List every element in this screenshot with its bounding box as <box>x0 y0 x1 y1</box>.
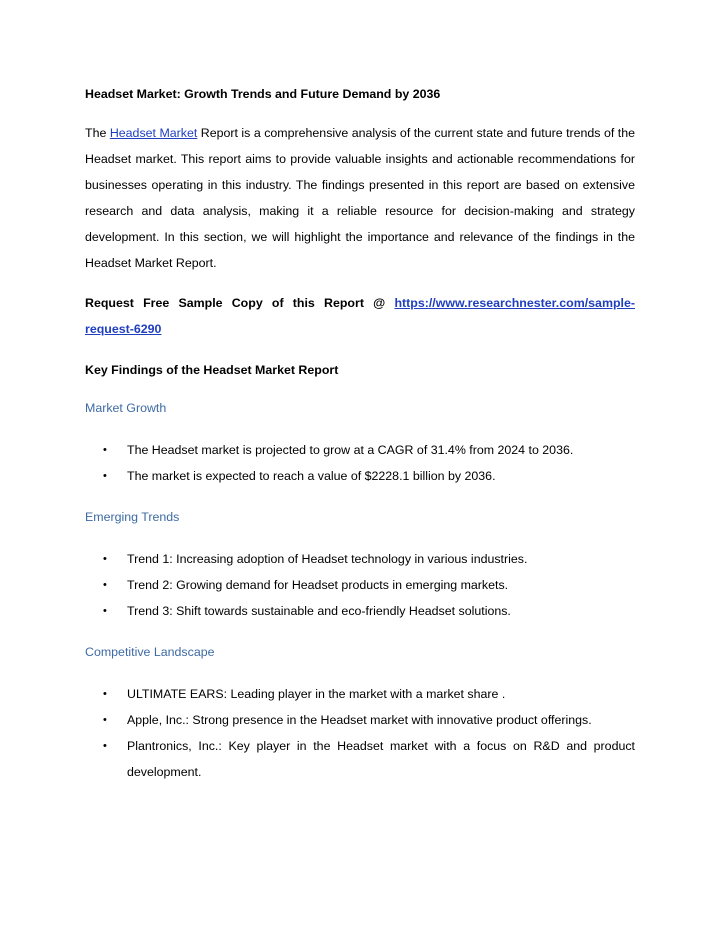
list-item-text: The Headset market is projected to grow at a CAGR of 31.4% from 2024 to 2036. <box>127 443 574 457</box>
intro-suffix: Report is a comprehensive analysis of the current state and future trends of the Headset market. This report aims to provide valuable insights and actionable recommendations for businesses operating in this industry. The findings presented in this report are based on extensive research and data analysis, making it a reliable resource for decision-making and strategy development. In this section, we will highlight the importance and relevance of the findings in the Headset Market Report. <box>85 126 635 270</box>
bullet-icon: • <box>103 605 107 617</box>
bullet-icon: • <box>103 470 107 482</box>
list-item-text: Apple, Inc.: Strong presence in the Headset market with innovative product offerings. <box>127 713 592 727</box>
intro-paragraph <box>85 120 635 276</box>
list-item-text: The market is expected to reach a value of $2228.1 billion by 2036. <box>127 469 496 483</box>
list-item <box>85 572 635 598</box>
list-item-text: Plantronics, Inc.: Key player in the Headset market with a focus on R&D and product development. <box>127 739 635 779</box>
list-item <box>85 707 635 733</box>
sample-request-link[interactable]: https://www.researchnester.com/sample-request-6290 <box>85 296 635 336</box>
section-heading-market-growth: Market Growth <box>85 401 167 415</box>
bullet-icon: • <box>103 714 107 726</box>
document-title: Headset Market: Growth Trends and Future Demand by 2036 <box>85 87 441 101</box>
intro-prefix: The <box>85 126 110 140</box>
bullet-icon: • <box>103 553 107 565</box>
list-item <box>85 598 635 624</box>
section-heading-emerging-trends: Emerging Trends <box>85 510 180 524</box>
headset-market-link[interactable]: Headset Market <box>109 126 198 140</box>
list-item <box>85 733 635 785</box>
market-growth-list <box>85 437 635 489</box>
list-item <box>85 681 635 707</box>
sample-request-label: Request Free Sample Copy of this Report @ <box>85 296 395 310</box>
bullet-icon: • <box>103 740 107 752</box>
key-findings-heading: Key Findings of the Headset Market Report <box>85 363 339 377</box>
list-item-text: Trend 2: Growing demand for Headset products in emerging markets. <box>127 578 509 592</box>
list-item-text: Trend 1: Increasing adoption of Headset technology in various industries. <box>127 552 528 566</box>
list-item <box>85 437 635 463</box>
competitive-landscape-list <box>85 681 635 785</box>
list-item-text: ULTIMATE EARS: Leading player in the market with a market share . <box>127 687 506 701</box>
bullet-icon: • <box>103 579 107 591</box>
emerging-trends-list <box>85 546 635 624</box>
list-item <box>85 546 635 572</box>
list-item-text: Trend 3: Shift towards sustainable and eco-friendly Headset solutions. <box>127 604 511 618</box>
bullet-icon: • <box>103 688 107 700</box>
bullet-icon: • <box>103 444 107 456</box>
document-page <box>85 84 635 785</box>
sample-request-line <box>85 290 635 342</box>
list-item <box>85 463 635 489</box>
section-heading-competitive-landscape: Competitive Landscape <box>85 645 215 659</box>
